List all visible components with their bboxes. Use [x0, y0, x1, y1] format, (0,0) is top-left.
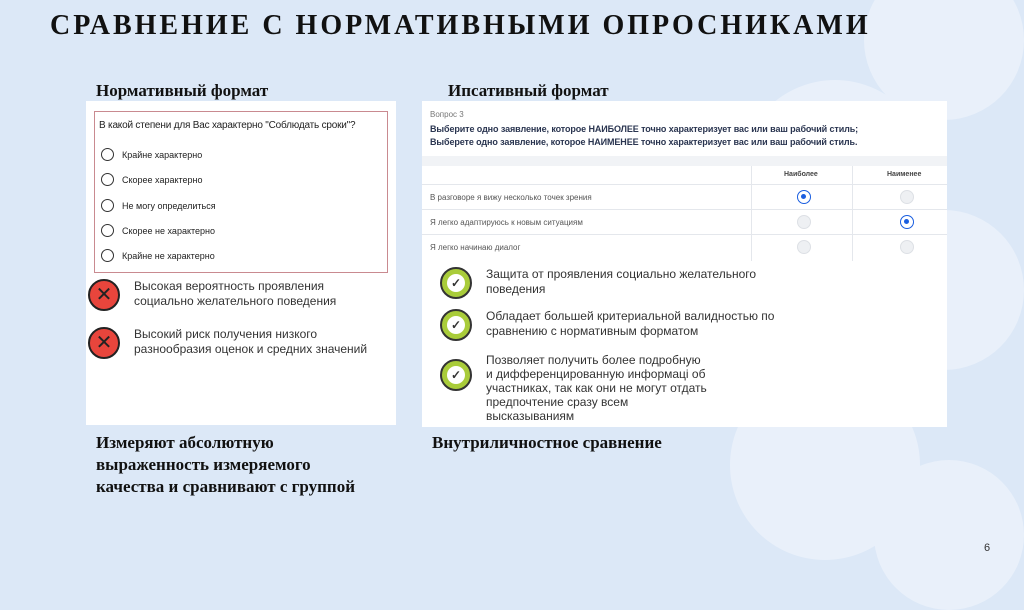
radio-most[interactable]: [797, 215, 811, 229]
option[interactable]: Крайне характерно: [101, 148, 202, 161]
table-row: В разговоре я вижу несколько точек зрения: [422, 184, 947, 209]
pro-item: ✓ Защита от проявления социально желательного поведения: [440, 267, 780, 299]
radio-icon[interactable]: [101, 148, 114, 161]
question-number: Вопрос 3: [430, 110, 464, 119]
radio-icon[interactable]: [101, 173, 114, 186]
question-text: В какой степени для Вас характерно "Соблюдать сроки"?: [99, 120, 356, 131]
check-icon: ✓: [440, 309, 472, 341]
ipsative-caption: Внутриличностное сравнение: [432, 433, 662, 452]
radio-least[interactable]: [900, 190, 914, 204]
con-item: ✕ Высокий риск получения низкого разнообразия оценок и средних значений: [88, 327, 393, 359]
radio-icon[interactable]: [101, 224, 114, 237]
pro-item: ✓ Обладает большей критериальной валидностью по сравнению с нормативным форматом: [440, 309, 780, 341]
option[interactable]: Скорее не характерно: [101, 224, 215, 237]
slide-title: СРАВНЕНИЕ С НОРМАТИВНЫМИ ОПРОСНИКАМИ: [50, 10, 871, 41]
page-number: 6: [984, 542, 991, 554]
check-icon: ✓: [440, 359, 472, 391]
cross-icon: ✕: [88, 279, 120, 311]
option[interactable]: Скорее характерно: [101, 173, 203, 186]
con-item: ✕ Высокая вероятность проявления социально желательного поведения: [88, 279, 378, 311]
radio-most[interactable]: [797, 240, 811, 254]
normative-caption: Измеряют абсолютную выраженность измеряемого качества и сравнивают с группой: [96, 433, 356, 496]
table-row: Я легко начинаю диалог: [422, 234, 947, 259]
option[interactable]: Крайне не характерно: [101, 249, 215, 262]
instructions: Выберите одно заявление, которое НАИБОЛЕЕ точно характеризует вас или ваш рабочий стиль; Выберете одно заявление, которое НАИМЕНЕЕ точно характеризует вас или ваш рабочий стиль.: [430, 124, 859, 147]
table-row: Я легко адаптируюсь к новым ситуациям: [422, 209, 947, 234]
option[interactable]: Не могу определиться: [101, 199, 216, 212]
ipsative-heading: Ипсативный формат: [448, 81, 609, 100]
table-header: Наиболее Наименее: [422, 166, 947, 184]
check-icon: ✓: [440, 267, 472, 299]
radio-icon[interactable]: [101, 199, 114, 212]
normative-panel: [86, 101, 396, 425]
question-box: [94, 111, 388, 273]
radio-least[interactable]: [900, 240, 914, 254]
ipsative-panel: [422, 101, 947, 427]
decor-circle: [874, 460, 1024, 610]
pro-item: ✓ Позволяет получить более подробную и дифференцированную информацi об участниках, так как они не могут отдать предпочтение сразу всем высказываниям: [440, 353, 710, 423]
cross-icon: ✕: [88, 327, 120, 359]
normative-heading: Нормативный формат: [96, 81, 269, 100]
radio-least[interactable]: [900, 215, 914, 229]
divider: [422, 156, 947, 166]
radio-most[interactable]: [797, 190, 811, 204]
radio-icon[interactable]: [101, 249, 114, 262]
